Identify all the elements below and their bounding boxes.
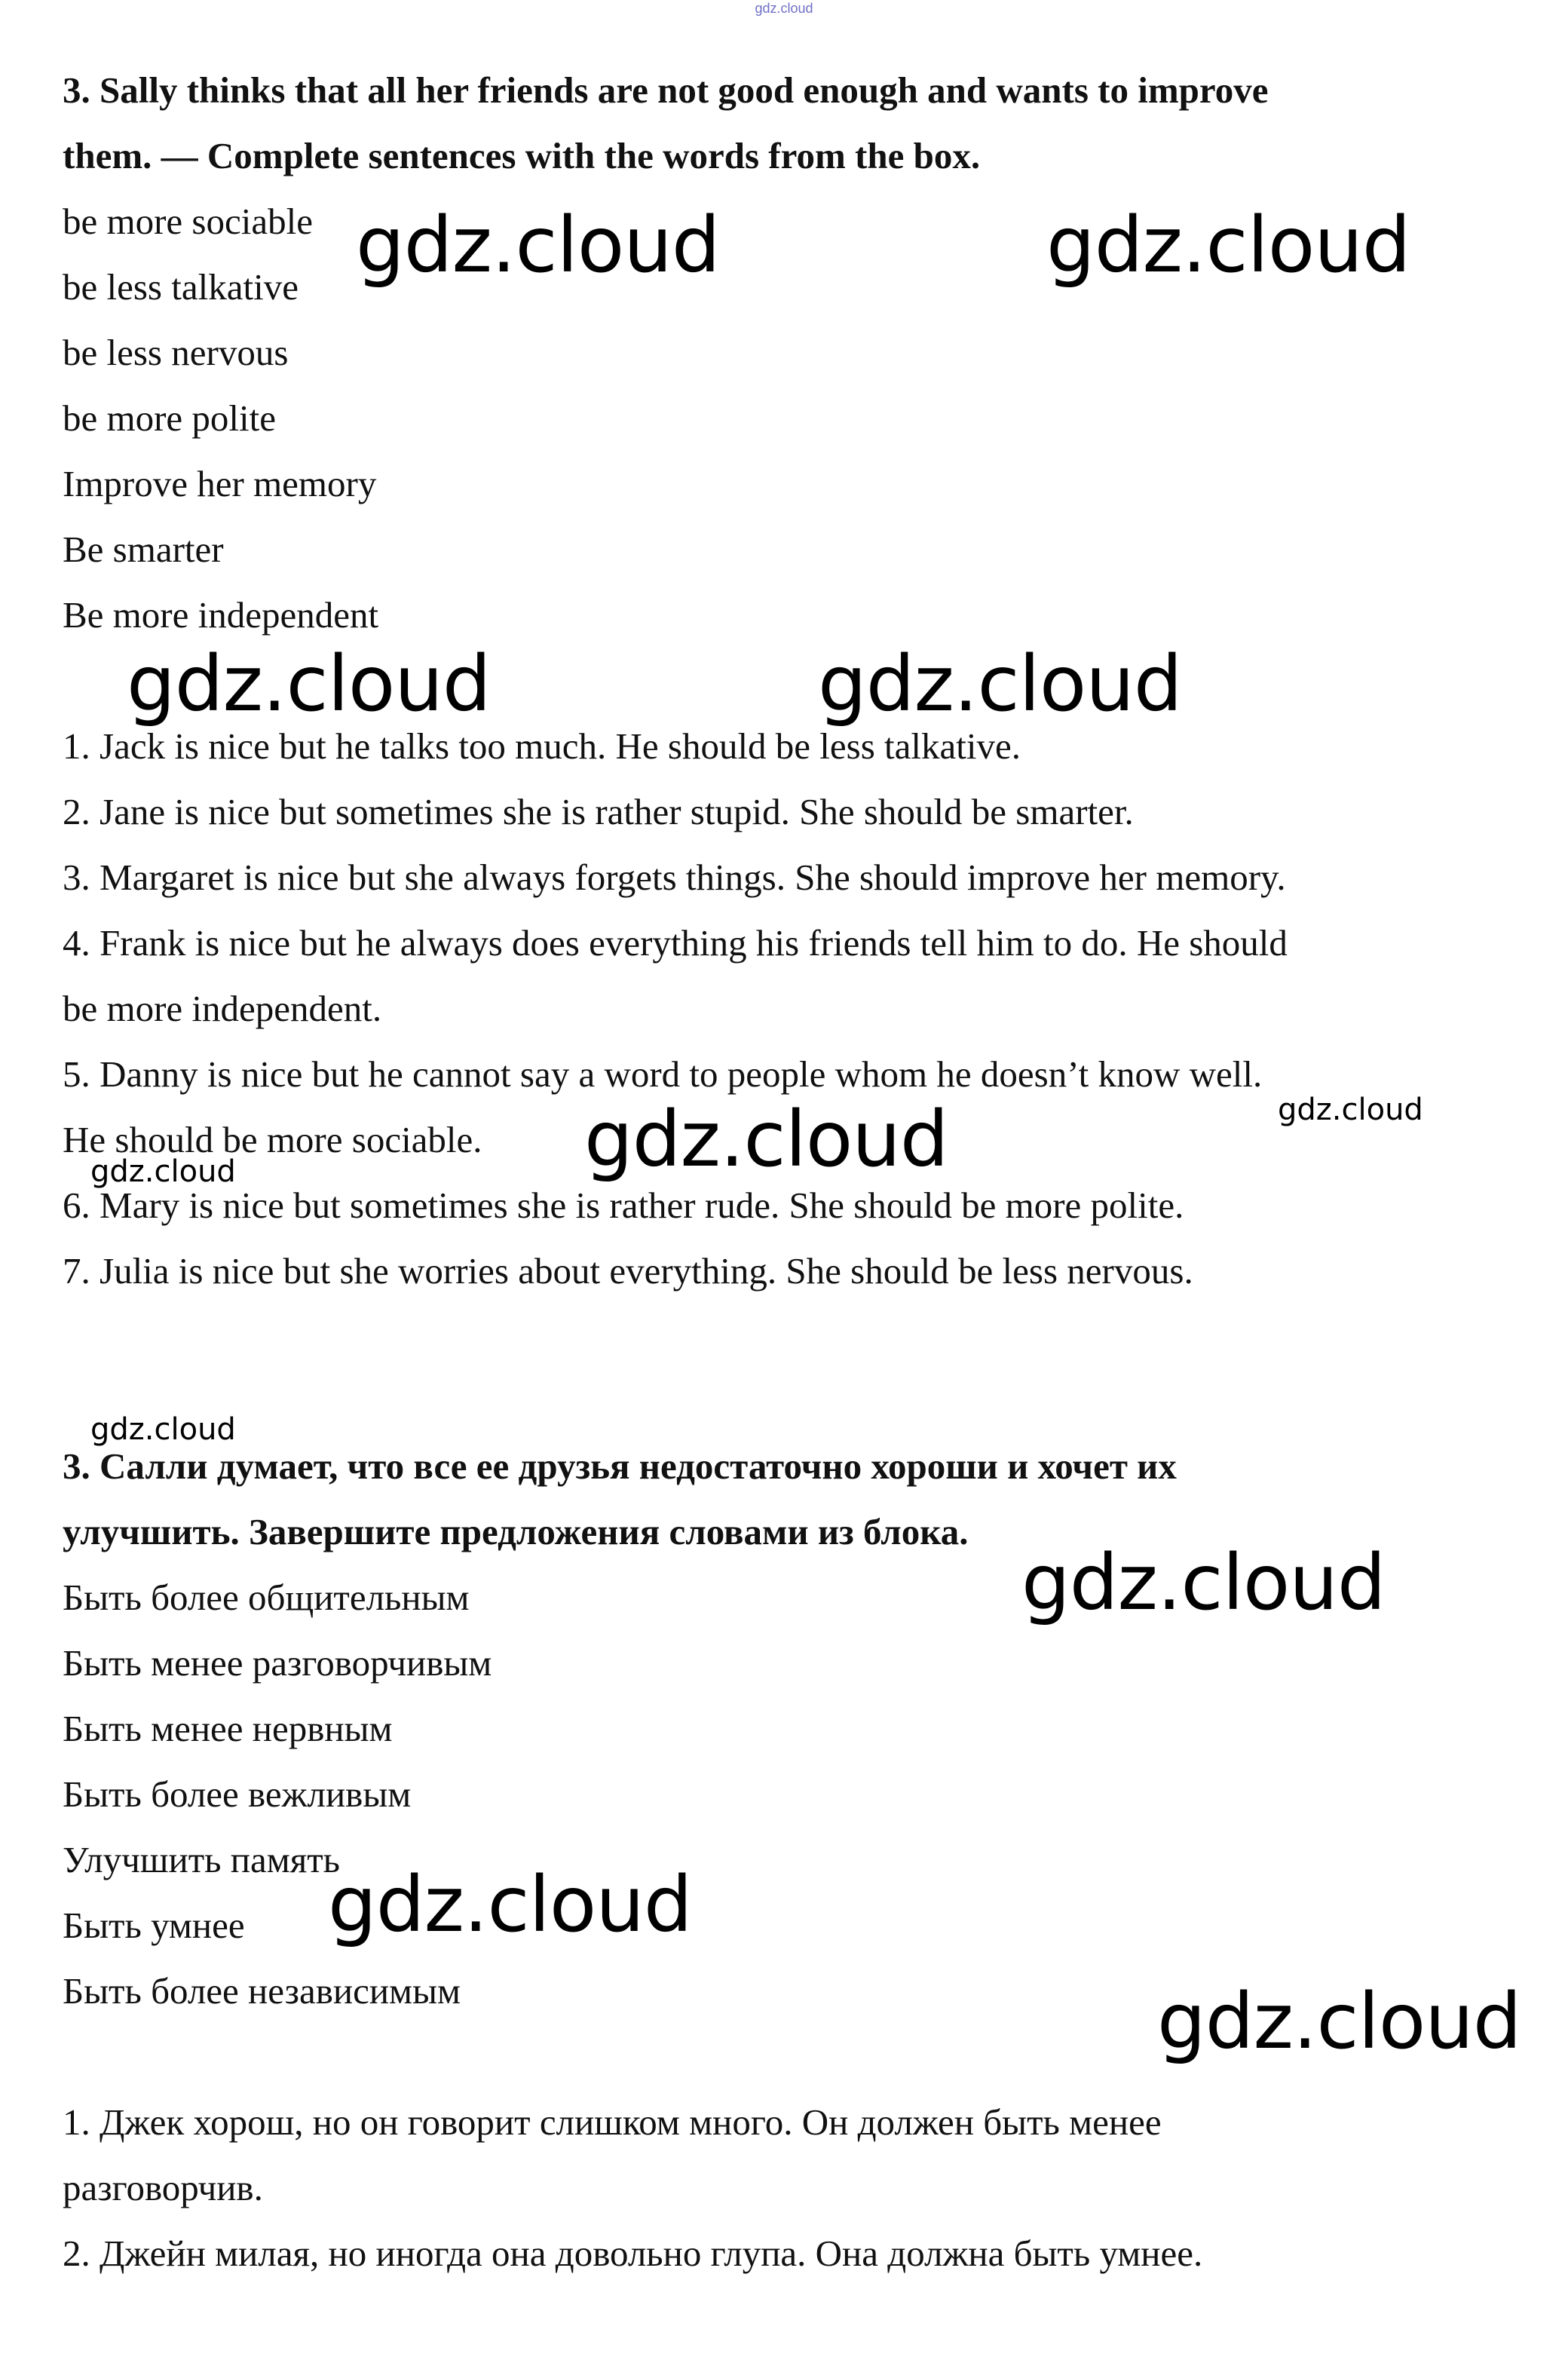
answer-line-en: 6. Mary is nice but sometimes she is rather rude. She should be more polite. bbox=[63, 1184, 1184, 1226]
answer-line-en: 7. Julia is nice but she worries about everything. She should be less nervous. bbox=[63, 1250, 1193, 1292]
answer-line-en: 5. Danny is nice but he cannot say a word to people whom he doesn’t know well. bbox=[63, 1053, 1263, 1095]
answer-line-en: 3. Margaret is nice but she always forgets things. She should improve her memory. bbox=[63, 857, 1286, 898]
box-item-ru: Быть более независимым bbox=[63, 1970, 461, 2012]
answer-line-en: 4. Frank is nice but he always does everything his friends tell him to do. He should bbox=[63, 922, 1288, 964]
task-heading-ru-line1: 3. Салли думает, что все ее друзья недостаточно хороши и хочет их bbox=[63, 1445, 1177, 1487]
box-item-en: be more polite bbox=[63, 397, 277, 439]
box-item-ru: Улучшить память bbox=[63, 1839, 341, 1880]
box-item-ru: Быть менее нервным bbox=[63, 1708, 393, 1749]
answer-line-ru: 2. Джейн милая, но иногда она довольно глупа. Она должна быть умнее. bbox=[63, 2233, 1203, 2274]
watermark: gdz.cloud bbox=[127, 639, 491, 729]
answer-line-en: be more independent. bbox=[63, 988, 382, 1029]
watermark: gdz.cloud bbox=[1157, 1977, 1521, 2067]
task-heading-en-line2: them. — Complete sentences with the words from the box. bbox=[63, 135, 981, 176]
box-item-en: Be more independent bbox=[63, 594, 379, 636]
box-item-ru: Быть более вежливым bbox=[63, 1773, 412, 1815]
task-heading-en-line1: 3. Sally thinks that all her friends are not good enough and wants to improve bbox=[63, 69, 1269, 111]
box-item-ru: Быть менее разговорчивым bbox=[63, 1642, 492, 1684]
watermark-small: gdz.cloud bbox=[1278, 1093, 1423, 1127]
watermark-small: gdz.cloud bbox=[90, 1154, 236, 1189]
watermark-small: gdz.cloud bbox=[90, 1412, 236, 1447]
answer-line-ru: 1. Джек хорош, но он говорит слишком много. Он должен быть менее bbox=[63, 2101, 1162, 2143]
watermark: gdz.cloud bbox=[328, 1860, 692, 1950]
watermark: gdz.cloud bbox=[818, 639, 1182, 729]
box-item-ru: Быть умнее bbox=[63, 1905, 245, 1946]
watermark: gdz.cloud bbox=[584, 1095, 948, 1184]
box-item-en: Improve her memory bbox=[63, 463, 377, 504]
watermark: gdz.cloud bbox=[356, 201, 720, 290]
answer-line-en: 2. Jane is nice but sometimes she is rather stupid. She should be smarter. bbox=[63, 791, 1134, 832]
box-item-en: be less nervous bbox=[63, 332, 289, 373]
answer-line-ru: разговорчив. bbox=[63, 2167, 263, 2208]
box-item-en: be more sociable bbox=[63, 201, 313, 242]
answer-line-en: 1. Jack is nice but he talks too much. He should be less talkative. bbox=[63, 725, 1021, 767]
box-item-en: be less talkative bbox=[63, 266, 299, 308]
top-watermark: gdz.cloud bbox=[755, 1, 813, 16]
box-item-ru: Быть более общительным bbox=[63, 1577, 470, 1618]
box-item-en: Be smarter bbox=[63, 529, 224, 570]
task-heading-ru-line2: улучшить. Завершите предложения словами из блока. bbox=[63, 1511, 969, 1552]
watermark: gdz.cloud bbox=[1046, 201, 1410, 290]
watermark: gdz.cloud bbox=[1021, 1538, 1386, 1628]
answer-line-en: He should be more sociable. bbox=[63, 1119, 482, 1160]
